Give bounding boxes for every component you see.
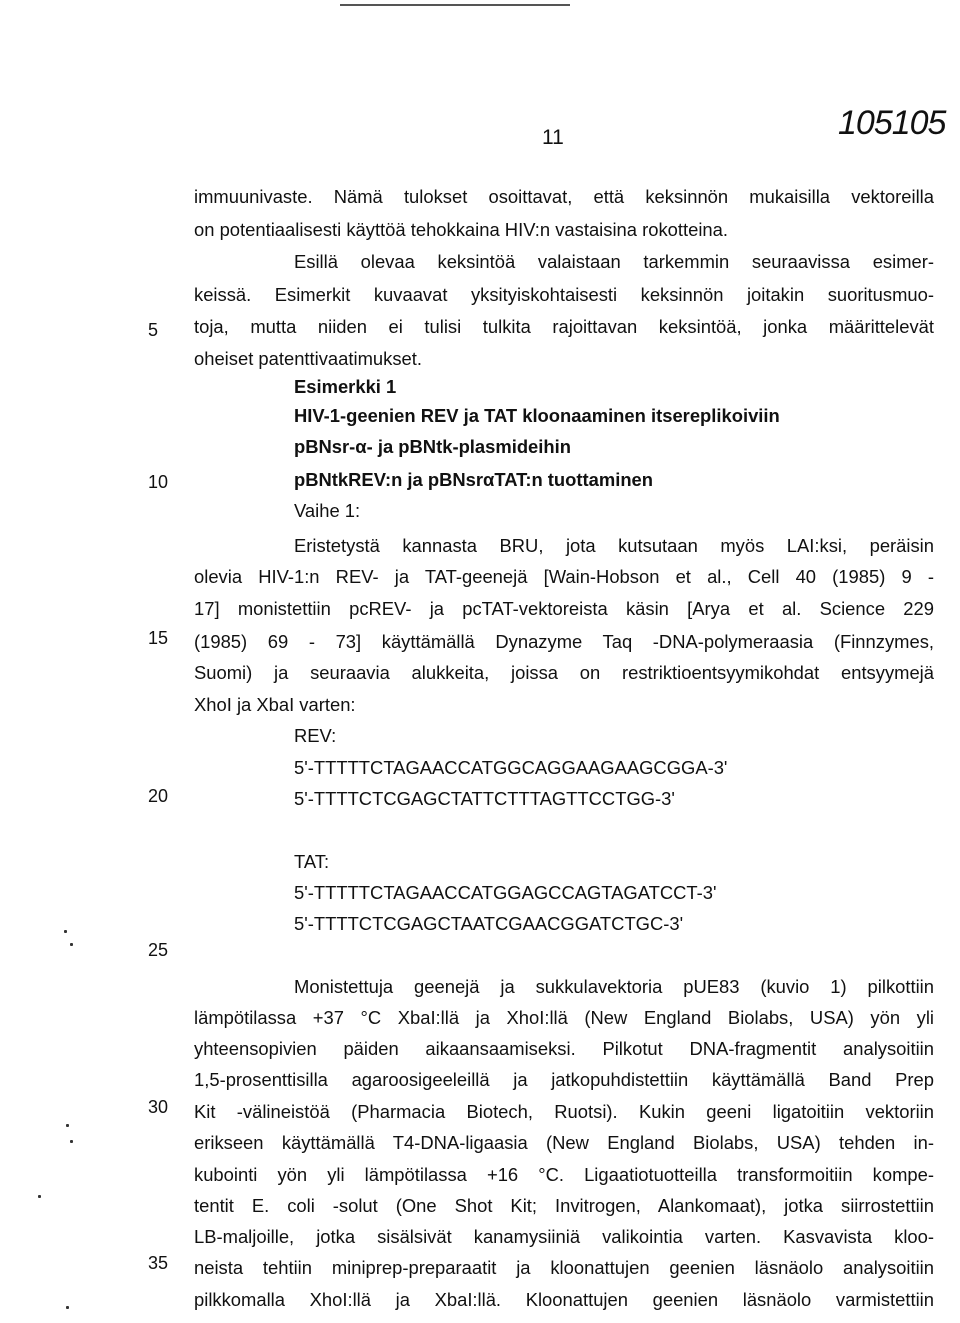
- scan-speck: [70, 1140, 73, 1143]
- body-line: kubointi yön yli lämpötilassa +16 °C. Ligaatiotuotteilla transformoitiin kompe-: [194, 1164, 934, 1185]
- body-line: pilkkomalla XhoI:llä ja XbaI:llä. Kloonattujen geenien läsnäolo varmistettiin: [194, 1289, 934, 1310]
- primer-label: TAT:: [294, 851, 330, 872]
- scan-speck: [66, 1124, 69, 1127]
- body-line: yhteensopivien päiden aikaansaamiseksi. Pilkotut DNA-fragmentit analysoitiin: [194, 1038, 934, 1059]
- body-line: Monistettuja geenejä ja sukkulavektoria pUE83 (kuvio 1) pilkottiin: [294, 976, 934, 997]
- body-line: (1985) 69 - 73] käyttämällä Dynazyme Taq -DNA-polymeraasia (Finnzymes,: [194, 631, 934, 652]
- body-line: Eristetystä kannasta BRU, jota kutsutaan myös LAI:ksi, peräisin: [294, 535, 934, 556]
- line-number: 35: [148, 1253, 169, 1273]
- primer-sequence: 5'-TTTTCTCGAGCTAATCGAACGGATCTGC-3': [294, 913, 684, 934]
- example-title: HIV-1-geenien REV ja TAT kloonaaminen itsereplikoiviin: [294, 405, 780, 426]
- scan-speck: [66, 1306, 69, 1309]
- primer-sequence: 5'-TTTTTCTAGAACCATGGAGCCAGTAGATCCT-3': [294, 882, 717, 903]
- primer-label: REV:: [294, 725, 337, 746]
- document-number: 105105: [838, 104, 946, 142]
- body-line: Esillä olevaa keksintöä valaistaan tarkemmin seuraavissa esimer-: [294, 251, 934, 272]
- top-rule: [340, 4, 570, 6]
- body-line: Suomi) ja seuraavia alukkeita, joissa on restriktioentsyymikohdat entsyymejä: [194, 662, 934, 683]
- body-line: LB-maljoille, jotka sisälsivät kanamysiiniä valikointia varten. Kasvavista kloo-: [194, 1226, 934, 1247]
- body-line: erikseen käyttämällä T4-DNA-ligaasia (New England Biolabs, USA) tehden in-: [194, 1132, 934, 1153]
- body-line: tentit E. coli -solut (One Shot Kit; Invitrogen, Alankomaat), jotka siirrostettiin: [194, 1195, 934, 1216]
- scan-speck: [64, 930, 67, 933]
- body-line: on potentiaalisesti käyttöä tehokkaina HIV:n vastaisina rokotteina.: [194, 219, 728, 240]
- line-number: 15: [148, 628, 169, 648]
- scan-speck: [70, 943, 73, 946]
- body-line: 1,5-prosenttisilla agaroosigeeleillä ja jatkopuhdistettiin käyttämällä Band Prep: [194, 1069, 934, 1090]
- line-number: 30: [148, 1097, 169, 1117]
- example-title: pBNsr-α- ja pBNtk-plasmideihin: [294, 436, 571, 457]
- line-number: 10: [148, 472, 169, 492]
- line-number: 5: [148, 320, 159, 340]
- page-number: 11: [542, 126, 564, 149]
- line-number: 20: [148, 786, 169, 806]
- body-line: oheiset patenttivaatimukset.: [194, 348, 422, 369]
- body-line: keissä. Esimerkit kuvaavat yksityiskohtaisesti keksinnön joitakin suoritusmuo-: [194, 284, 934, 305]
- body-line: Kit -välineistöä (Pharmacia Biotech, Ruotsi). Kukin geeni ligatoitiin vektoriin: [194, 1101, 934, 1122]
- body-line: olevia HIV-1:n REV- ja TAT-geenejä [Wain-Hobson et al., Cell 40 (1985) 9 -: [194, 566, 934, 587]
- line-number: 25: [148, 940, 169, 960]
- scan-speck: [38, 1195, 41, 1198]
- example-heading: Esimerkki 1: [294, 376, 397, 397]
- body-line: neista tehtiin miniprep-preparaatit ja kloonattujen geenien läsnäolo analysoitiin: [194, 1257, 934, 1278]
- example-title: pBNtkREV:n ja pBNsrαTAT:n tuottaminen: [294, 469, 654, 490]
- body-line: 17] monistettiin pcREV- ja pcTAT-vektoreista käsin [Arya et al. Science 229: [194, 598, 934, 619]
- primer-sequence: 5'-TTTTTCTAGAACCATGGCAGGAAGAAGCGGA-3': [294, 757, 728, 778]
- body-line: XhoI ja XbaI varten:: [194, 694, 356, 715]
- primer-sequence: 5'-TTTTCTCGAGCTATTCTTTAGTTCCTGG-3': [294, 788, 675, 809]
- body-line: lämpötilassa +37 °C XbaI:llä ja XhoI:llä (New England Biolabs, USA) yön yli: [194, 1007, 934, 1028]
- body-line: immuunivaste. Nämä tulokset osoittavat, että keksinnön mukaisilla vektoreilla: [194, 186, 934, 207]
- step-label: Vaihe 1:: [294, 500, 361, 521]
- body-line: toja, mutta niiden ei tulisi tulkita rajoittavan keksintöä, jonka määrittelevät: [194, 316, 934, 337]
